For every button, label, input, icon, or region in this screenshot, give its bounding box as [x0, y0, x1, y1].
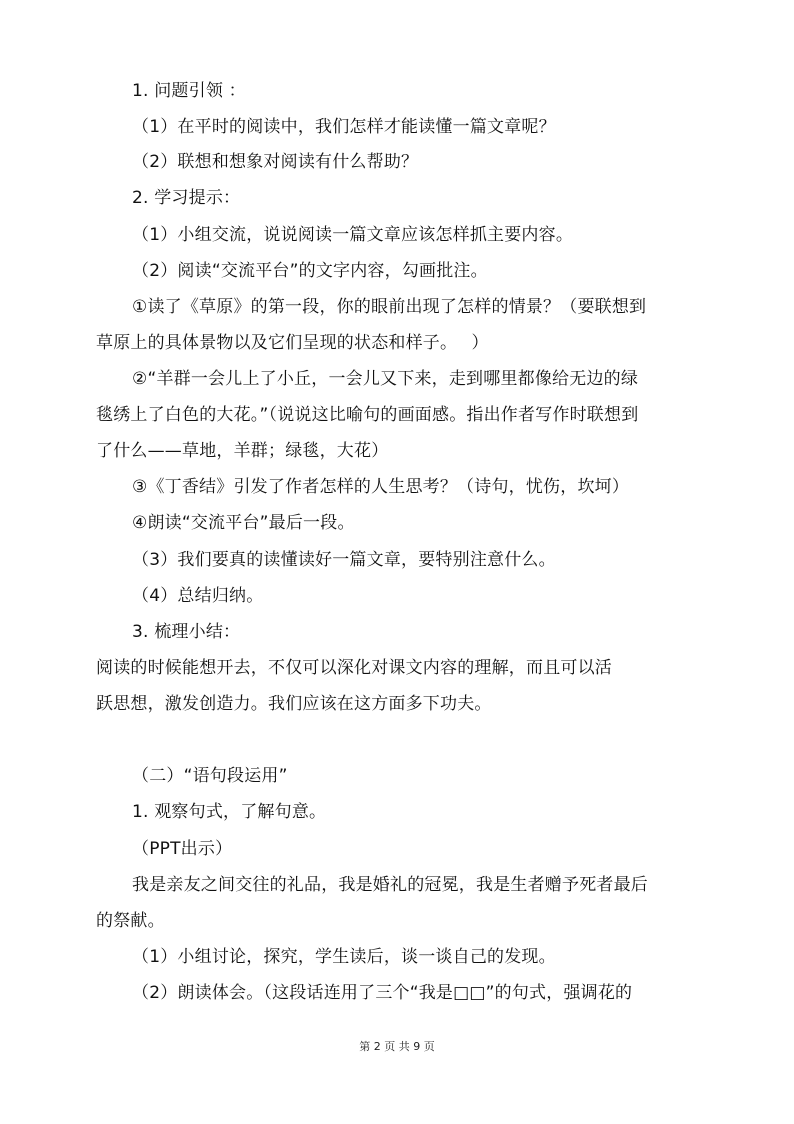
example-sentence-line-2: 的祭献。: [96, 911, 165, 931]
example-sentence-line-1: 我是亲友之间交往的礼品，我是婚礼的冠冕，我是生者赠予死者最后: [132, 875, 648, 895]
discussion-2: （2）朗读体会。（这段话连用了三个“我是□□”的句式，强调花的: [132, 983, 633, 1003]
part-heading-sentence-use: （二）“语句段运用”: [132, 766, 288, 786]
tip-2-item-4: ④朗读“交流平台”最后一段。: [132, 513, 355, 533]
tip-2-item-3: ③《丁香结》引发了作者怎样的人生思考？（诗句，忧伤，坎坷）: [132, 477, 630, 497]
tip-2-item-1-line-1: ①读了《草原》的第一段，你的眼前出现了怎样的情景？（要联想到: [132, 297, 647, 317]
section-heading-study-tips: 2. 学习提示：: [132, 188, 241, 208]
tip-4: （4）总结归纳。: [132, 586, 264, 606]
question-1: （1）在平时的阅读中，我们怎样才能读懂一篇文章呢？: [132, 117, 556, 137]
section-heading-summary: 3. 梳理小结：: [132, 622, 241, 642]
tip-2-item-2-line-1: ②“羊群一会儿上了小丘，一会儿又下来，走到哪里都像给无边的绿: [132, 369, 639, 389]
summary-line-1: 阅读的时候能想开去，不仅可以深化对课文内容的理解，而且可以活: [96, 658, 612, 678]
tip-2-item-2-line-3: 了什么——草地，羊群；绿毯，大花）: [96, 441, 389, 461]
tip-2: （2）阅读“交流平台”的文字内容，勾画批注。: [132, 261, 488, 281]
tip-2-item-1-line-2: 草原上的具体景物以及它们呈现的状态和样子。 ）: [96, 333, 489, 353]
ppt-note: （PPT出示）: [132, 839, 233, 859]
tip-2-item-2-line-2: 毯绣上了白色的大花。”（说说这比喻句的画面感。指出作者写作时联想到: [96, 405, 639, 425]
question-2: （2）联想和想象对阅读有什么帮助？: [132, 152, 419, 172]
step-1-observe: 1. 观察句式，了解句意。: [132, 802, 327, 822]
page-number-footer: 第 2 页 共 9 页: [359, 1040, 435, 1053]
discussion-1: （1）小组讨论，探究，学生读后，谈一谈自己的发现。: [132, 947, 556, 967]
summary-line-2: 跃思想，激发创造力。我们应该在这方面多下功夫。: [96, 694, 492, 714]
tip-1: （1）小组交流，说说阅读一篇文章应该怎样抓主要内容。: [132, 225, 574, 245]
tip-3: （3）我们要真的读懂读好一篇文章，要特别注意什么。: [132, 550, 556, 570]
section-heading-problem-lead: 1. 问题引领 ：: [132, 81, 246, 101]
